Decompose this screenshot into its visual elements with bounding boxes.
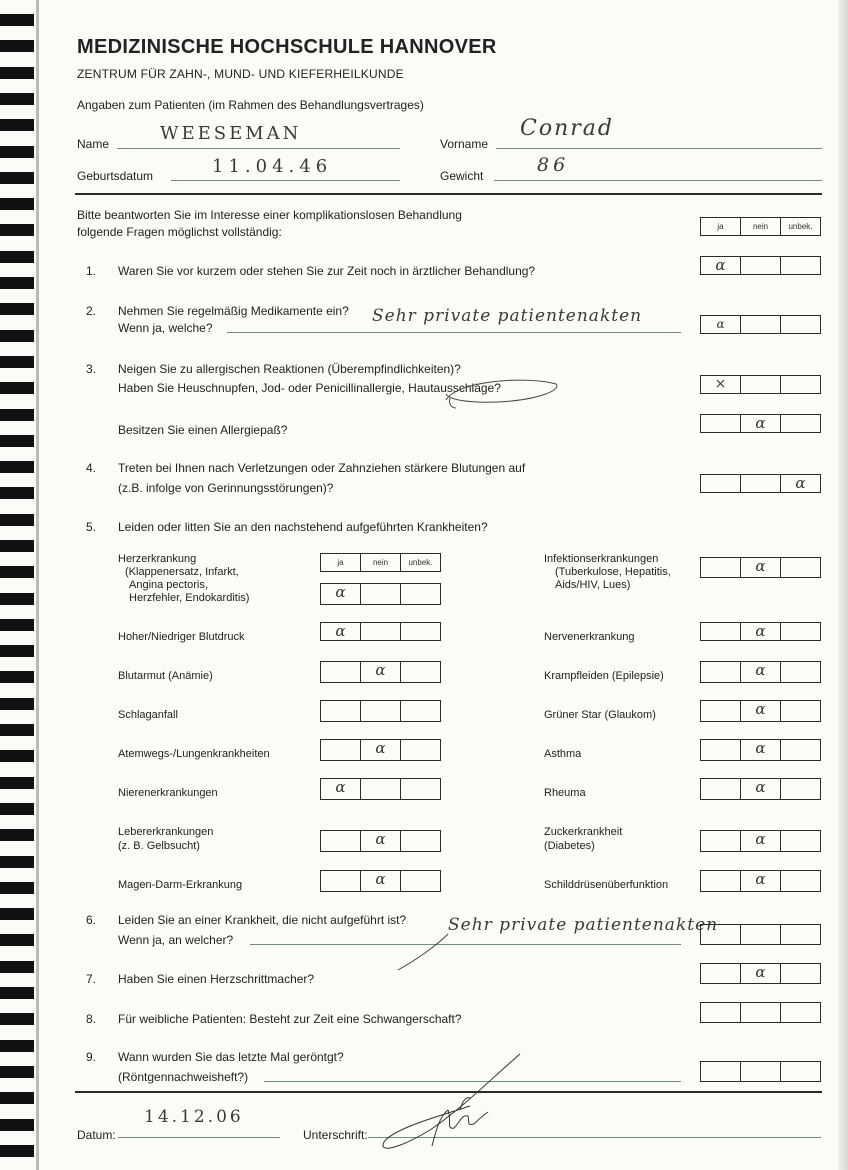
- disease-lunge: Atemwegs-/Lungenkrankheiten: [118, 748, 270, 760]
- rheuma-ja-box[interactable]: [700, 778, 741, 800]
- spiral-ring: [0, 724, 34, 736]
- page-right-edge: [838, 0, 848, 1170]
- krampf-ja-box[interactable]: [700, 661, 741, 683]
- q3-ja-box[interactable]: ×: [700, 375, 741, 394]
- glaukom-nein-box[interactable]: α: [740, 700, 781, 722]
- spiral-ring: [0, 409, 34, 421]
- spiral-ring: [0, 119, 34, 131]
- magen-ja-box[interactable]: [320, 870, 361, 892]
- q3b-nein-box[interactable]: α: [740, 414, 781, 433]
- disease-leber-l2: (z. B. Gelbsucht): [118, 840, 200, 852]
- disease-leber-l1: Lebererkrankungen: [118, 826, 214, 838]
- q4-text: Treten bei Ihnen nach Verletzungen oder Zahnziehen stärkere Blutungen auf: [118, 461, 526, 475]
- q3-answers: [701, 375, 821, 394]
- disease-magen: Magen-Darm-Erkrankung: [118, 879, 243, 891]
- krampf-unbek-box[interactable]: [780, 661, 821, 683]
- disease-schilddruese: Schilddrüsenüberfunktion: [544, 879, 669, 891]
- q1-ja-box[interactable]: α: [700, 256, 741, 275]
- spiral-ring: [0, 93, 34, 105]
- geburtsdatum-line: [171, 180, 400, 181]
- q7-number: 7.: [85, 972, 96, 986]
- leber-ja-box[interactable]: [320, 830, 361, 852]
- spiral-ring: [0, 803, 34, 815]
- disease-rheuma: Rheuma: [544, 787, 586, 799]
- disease-blutdruck: Hoher/Niedriger Blutdruck: [118, 631, 245, 643]
- leber-unbek-box[interactable]: [400, 830, 441, 852]
- blutarmut-ja-box[interactable]: [320, 661, 361, 683]
- disease-infektion-answers: [701, 557, 821, 578]
- disease-herz-l1: Herzerkrankung: [118, 553, 197, 565]
- intro-line-1: Bitte beantworten Sie im Interesse einer komplikationslosen Behandlung: [77, 208, 462, 222]
- disease-leber-answers: [321, 830, 441, 852]
- nieren-unbek-box[interactable]: [400, 778, 441, 800]
- disease-blutdruck-answers: [321, 622, 441, 641]
- q5-text: Leiden oder litten Sie an den nachstehend aufgeführten Krankheiten?: [118, 520, 488, 534]
- spiral-ring: [0, 356, 34, 368]
- infektion-ja-box[interactable]: [700, 557, 741, 578]
- spiral-ring: [0, 750, 34, 762]
- q9-text-2: (Röntgennachweisheft?): [118, 1070, 249, 1084]
- magen-nein-box[interactable]: α: [360, 870, 401, 892]
- q2-answer-line: [227, 332, 681, 333]
- spiral-ring: [0, 330, 34, 342]
- nerven-ja-box[interactable]: [700, 622, 741, 641]
- q8-unbek-box[interactable]: [780, 1002, 821, 1023]
- spiral-ring: [0, 987, 34, 999]
- q6-stroke: [396, 930, 452, 974]
- leber-nein-box[interactable]: α: [360, 830, 401, 852]
- zucker-ja-box[interactable]: [700, 830, 741, 852]
- rheuma-unbek-box[interactable]: [780, 778, 821, 800]
- lunge-ja-box[interactable]: [320, 739, 361, 761]
- nieren-nein-box[interactable]: [360, 778, 401, 800]
- herz-ja-box[interactable]: α: [320, 583, 361, 605]
- schilddruese-nein-box[interactable]: α: [740, 870, 781, 892]
- glaukom-ja-box[interactable]: [700, 700, 741, 722]
- spiral-ring: [0, 461, 34, 473]
- disease-blutarmut-answers: [321, 661, 441, 683]
- herz-unbek-box[interactable]: [400, 583, 441, 605]
- q2-nein-box[interactable]: [740, 315, 781, 334]
- q2-answer[interactable]: Sehr private patientenakten: [372, 306, 643, 326]
- q7-ja-box[interactable]: [700, 963, 741, 984]
- vorname-label: Vorname: [440, 137, 489, 151]
- krampf-nein-box[interactable]: α: [740, 661, 781, 683]
- q7-text: Haben Sie einen Herzschrittmacher?: [118, 972, 315, 986]
- spiral-ring: [0, 224, 34, 236]
- q4-ja-box[interactable]: [700, 474, 741, 493]
- schlaganfall-ja-box[interactable]: [320, 700, 361, 722]
- q7-nein-box[interactable]: α: [740, 963, 781, 984]
- lunge-nein-box[interactable]: α: [360, 739, 401, 761]
- nerven-nein-box[interactable]: α: [740, 622, 781, 641]
- spiral-ring: [0, 172, 34, 184]
- disease-glaukom: Grüner Star (Glaukom): [544, 709, 656, 721]
- q8-text: Für weibliche Patienten: Besteht zur Zeit eine Schwangerschaft?: [118, 1012, 462, 1026]
- disease-glaukom-answers: [701, 700, 821, 722]
- spiral-ring: [0, 40, 34, 52]
- disease-zucker-l2: (Diabetes): [544, 840, 595, 852]
- q6-ja-box[interactable]: [700, 924, 741, 945]
- q2-answers: [701, 315, 821, 334]
- divider-top: [75, 193, 822, 195]
- geburtsdatum-label: Geburtsdatum: [77, 169, 154, 183]
- disease-asthma-answers: [701, 739, 821, 761]
- spiral-ring: [0, 1066, 34, 1078]
- disease-herz-l3: Angina pectoris,: [129, 579, 208, 591]
- name-label: Name: [77, 137, 110, 151]
- infektion-unbek-box[interactable]: [780, 557, 821, 578]
- vorname-field[interactable]: Conrad: [520, 116, 614, 141]
- spiral-ring: [0, 1040, 34, 1052]
- spiral-ring: [0, 934, 34, 946]
- spiral-ring: [0, 777, 34, 789]
- disease-infektion-l2: (Tuberkulose, Hepatitis,: [555, 566, 671, 578]
- left-header-nein: nein: [360, 553, 401, 572]
- spiral-ring: [0, 382, 34, 394]
- disease-schlaganfall-answers: [321, 700, 441, 722]
- q1-text: Waren Sie vor kurzem oder stehen Sie zur Zeit noch in ärztlicher Behandlung?: [118, 264, 536, 278]
- left-header-ja: ja: [320, 553, 361, 572]
- disease-infektion-l1: Infektionserkrankungen: [544, 553, 659, 565]
- q3b-text: Besitzen Sie einen Allergiepaß?: [118, 423, 288, 437]
- q2-unbek-box[interactable]: [780, 315, 821, 334]
- q9-ja-box[interactable]: [700, 1061, 741, 1082]
- disease-blutarmut: Blutarmut (Anämie): [118, 670, 213, 682]
- header-nein: nein: [740, 217, 781, 236]
- spiral-ring: [0, 14, 34, 26]
- blutdruck-nein-box[interactable]: [360, 622, 401, 641]
- q6-unbek-box[interactable]: [780, 924, 821, 945]
- q1-number: 1.: [85, 264, 96, 278]
- blutarmut-unbek-box[interactable]: [400, 661, 441, 683]
- herz-nein-box[interactable]: [360, 583, 401, 605]
- q7-unbek-box[interactable]: [780, 963, 821, 984]
- rheuma-nein-box[interactable]: α: [740, 778, 781, 800]
- form-title: MEDIZINISCHE HOCHSCHULE HANNOVER: [77, 36, 497, 58]
- disease-lunge-answers: [321, 739, 441, 761]
- disease-schilddruese-answers: [701, 870, 821, 892]
- gewicht-line: [494, 180, 822, 181]
- q9-answers: [701, 1061, 821, 1082]
- q4-text-2: (z.B. infolge von Gerinnungsstörungen)?: [118, 481, 334, 495]
- disease-left-header: [321, 553, 441, 572]
- spiral-ring: [0, 1092, 34, 1104]
- spiral-ring: [0, 540, 34, 552]
- q6-number: 6.: [85, 913, 96, 927]
- name-field[interactable]: WEESEMAN: [160, 123, 302, 144]
- spiral-ring: [0, 908, 34, 920]
- lunge-unbek-box[interactable]: [400, 739, 441, 761]
- blutdruck-ja-box[interactable]: α: [320, 622, 361, 641]
- spiral-ring: [0, 698, 34, 710]
- q6-text: Leiden Sie an einer Krankheit, die nicht aufgeführt ist?: [118, 913, 407, 927]
- spiral-ring: [0, 198, 34, 210]
- blutdruck-unbek-box[interactable]: [400, 622, 441, 641]
- infektion-nein-box[interactable]: α: [740, 557, 781, 578]
- disease-nieren-answers: [321, 778, 441, 800]
- gewicht-field[interactable]: 86: [537, 154, 570, 176]
- disease-asthma: Asthma: [544, 748, 582, 760]
- q9-number: 9.: [85, 1050, 96, 1064]
- geburtsdatum-field[interactable]: 11.04.46: [212, 156, 333, 177]
- asthma-nein-box[interactable]: α: [740, 739, 781, 761]
- spiral-ring: [0, 303, 34, 315]
- section-heading: Angaben zum Patienten (im Rahmen des Behandlungsvertrages): [77, 98, 424, 112]
- spiral-ring: [0, 1119, 34, 1131]
- q6-answer[interactable]: Sehr private patientenakten: [448, 915, 719, 935]
- schilddruese-unbek-box[interactable]: [780, 870, 821, 892]
- vorname-line: [496, 148, 822, 149]
- q3b-answers: [701, 414, 821, 433]
- schilddruese-ja-box[interactable]: [700, 870, 741, 892]
- disease-nerven-answers: [701, 622, 821, 641]
- disease-herz-l2: (Klappenersatz, Infarkt,: [125, 566, 239, 578]
- form-subtitle: ZENTRUM FÜR ZAHN-, MUND- UND KIEFERHEILKUNDE: [77, 67, 404, 81]
- q1-unbek-box[interactable]: [780, 256, 821, 275]
- schlaganfall-unbek-box[interactable]: [400, 700, 441, 722]
- intro-line-2: folgende Fragen möglichst vollständig:: [77, 225, 282, 239]
- unterschrift-label: Unterschrift:: [303, 1128, 368, 1142]
- spiral-ring: [0, 251, 34, 263]
- asthma-unbek-box[interactable]: [780, 739, 821, 761]
- spiral-ring: [0, 882, 34, 894]
- q4-nein-box[interactable]: [740, 474, 781, 493]
- spiral-ring: [0, 619, 34, 631]
- datum-field[interactable]: 14.12.06: [144, 1107, 244, 1127]
- datum-line: [118, 1137, 280, 1138]
- spiral-ring: [0, 566, 34, 578]
- spiral-ring: [0, 829, 34, 841]
- disease-krampf-answers: [701, 661, 821, 683]
- q8-nein-box[interactable]: [740, 1002, 781, 1023]
- q2-text: Nehmen Sie regelmäßig Medikamente ein?: [118, 304, 349, 318]
- spiral-ring: [0, 671, 34, 683]
- spiral-ring: [0, 67, 34, 79]
- q8-ja-box[interactable]: [700, 1002, 741, 1023]
- q1-answers: [701, 256, 821, 275]
- q7-answers: [701, 963, 821, 984]
- spiral-ring: [0, 645, 34, 657]
- spiral-ring: [0, 487, 34, 499]
- disease-nieren: Nierenerkrankungen: [118, 787, 218, 799]
- left-header-unbek: unbek.: [400, 553, 441, 572]
- q2-text-2: Wenn ja, welche?: [118, 321, 213, 335]
- datum-label: Datum:: [77, 1128, 116, 1142]
- answer-header: [701, 217, 821, 236]
- q3-text-2: Haben Sie Heuschnupfen, Jod- oder Penicillinallergie, Hautausschläge?: [118, 381, 501, 395]
- q8-answers: [701, 1002, 821, 1023]
- nieren-ja-box[interactable]: α: [320, 778, 361, 800]
- q3-unbek-box[interactable]: [780, 375, 821, 394]
- disease-herz-l4: Herzfehler, Endokarditis): [129, 592, 250, 604]
- q3b-ja-box[interactable]: [700, 414, 741, 433]
- blutarmut-nein-box[interactable]: α: [360, 661, 401, 683]
- page-edge: [36, 0, 39, 1170]
- spiral-ring: [0, 277, 34, 289]
- q9-text: Wann wurden Sie das letzte Mal geröntgt?: [118, 1050, 344, 1064]
- header-unbek: unbek.: [780, 217, 821, 236]
- disease-schlaganfall: Schlaganfall: [118, 709, 178, 721]
- nerven-unbek-box[interactable]: [780, 622, 821, 641]
- q6-text-2: Wenn ja, an welcher?: [118, 933, 234, 947]
- spiral-ring: [0, 435, 34, 447]
- zucker-unbek-box[interactable]: [780, 830, 821, 852]
- q3-number: 3.: [85, 362, 96, 376]
- q6-answers: [701, 924, 821, 945]
- disease-zucker-l1: Zuckerkrankheit: [544, 826, 623, 838]
- spiral-binding: [0, 0, 40, 1170]
- q3-nein-box[interactable]: [740, 375, 781, 394]
- disease-rheuma-answers: [701, 778, 821, 800]
- q4-number: 4.: [85, 461, 96, 475]
- q4-unbek-box[interactable]: α: [780, 474, 821, 493]
- q8-number: 8.: [85, 1012, 96, 1026]
- disease-krampf: Krampfleiden (Epilepsie): [544, 670, 664, 682]
- q2-ja-box[interactable]: α: [700, 315, 741, 334]
- disease-herz-answers: [321, 583, 441, 605]
- disease-infektion-l3: Aids/HIV, Lues): [555, 579, 631, 591]
- schlaganfall-nein-box[interactable]: [360, 700, 401, 722]
- spiral-ring: [0, 514, 34, 526]
- q3b-unbek-box[interactable]: [780, 414, 821, 433]
- spiral-ring: [0, 146, 34, 158]
- q6-answer-line: [250, 944, 681, 945]
- q6-nein-box[interactable]: [740, 924, 781, 945]
- name-line: [117, 148, 400, 149]
- spiral-ring: [0, 1013, 34, 1025]
- q9-unbek-box[interactable]: [780, 1061, 821, 1082]
- q1-nein-box[interactable]: [740, 256, 781, 275]
- asthma-ja-box[interactable]: [700, 739, 741, 761]
- glaukom-unbek-box[interactable]: [780, 700, 821, 722]
- spiral-ring: [0, 856, 34, 868]
- spiral-ring: [0, 593, 34, 605]
- q9-nein-box[interactable]: [740, 1061, 781, 1082]
- spiral-ring: [0, 961, 34, 973]
- signature[interactable]: [370, 1050, 530, 1158]
- magen-unbek-box[interactable]: [400, 870, 441, 892]
- spiral-ring: [0, 1145, 34, 1157]
- disease-zucker-answers: [701, 830, 821, 852]
- q4-answers: [701, 474, 821, 493]
- q3-text: Neigen Sie zu allergischen Reaktionen (Überempfindlichkeiten)?: [118, 362, 461, 376]
- q5-number: 5.: [85, 520, 96, 534]
- zucker-nein-box[interactable]: α: [740, 830, 781, 852]
- hautausschlaege-circle: [438, 374, 562, 410]
- q2-number: 2.: [85, 304, 96, 318]
- disease-magen-answers: [321, 870, 441, 892]
- gewicht-label: Gewicht: [440, 169, 484, 183]
- disease-nerven: Nervenerkrankung: [544, 631, 635, 643]
- header-ja: ja: [700, 217, 741, 236]
